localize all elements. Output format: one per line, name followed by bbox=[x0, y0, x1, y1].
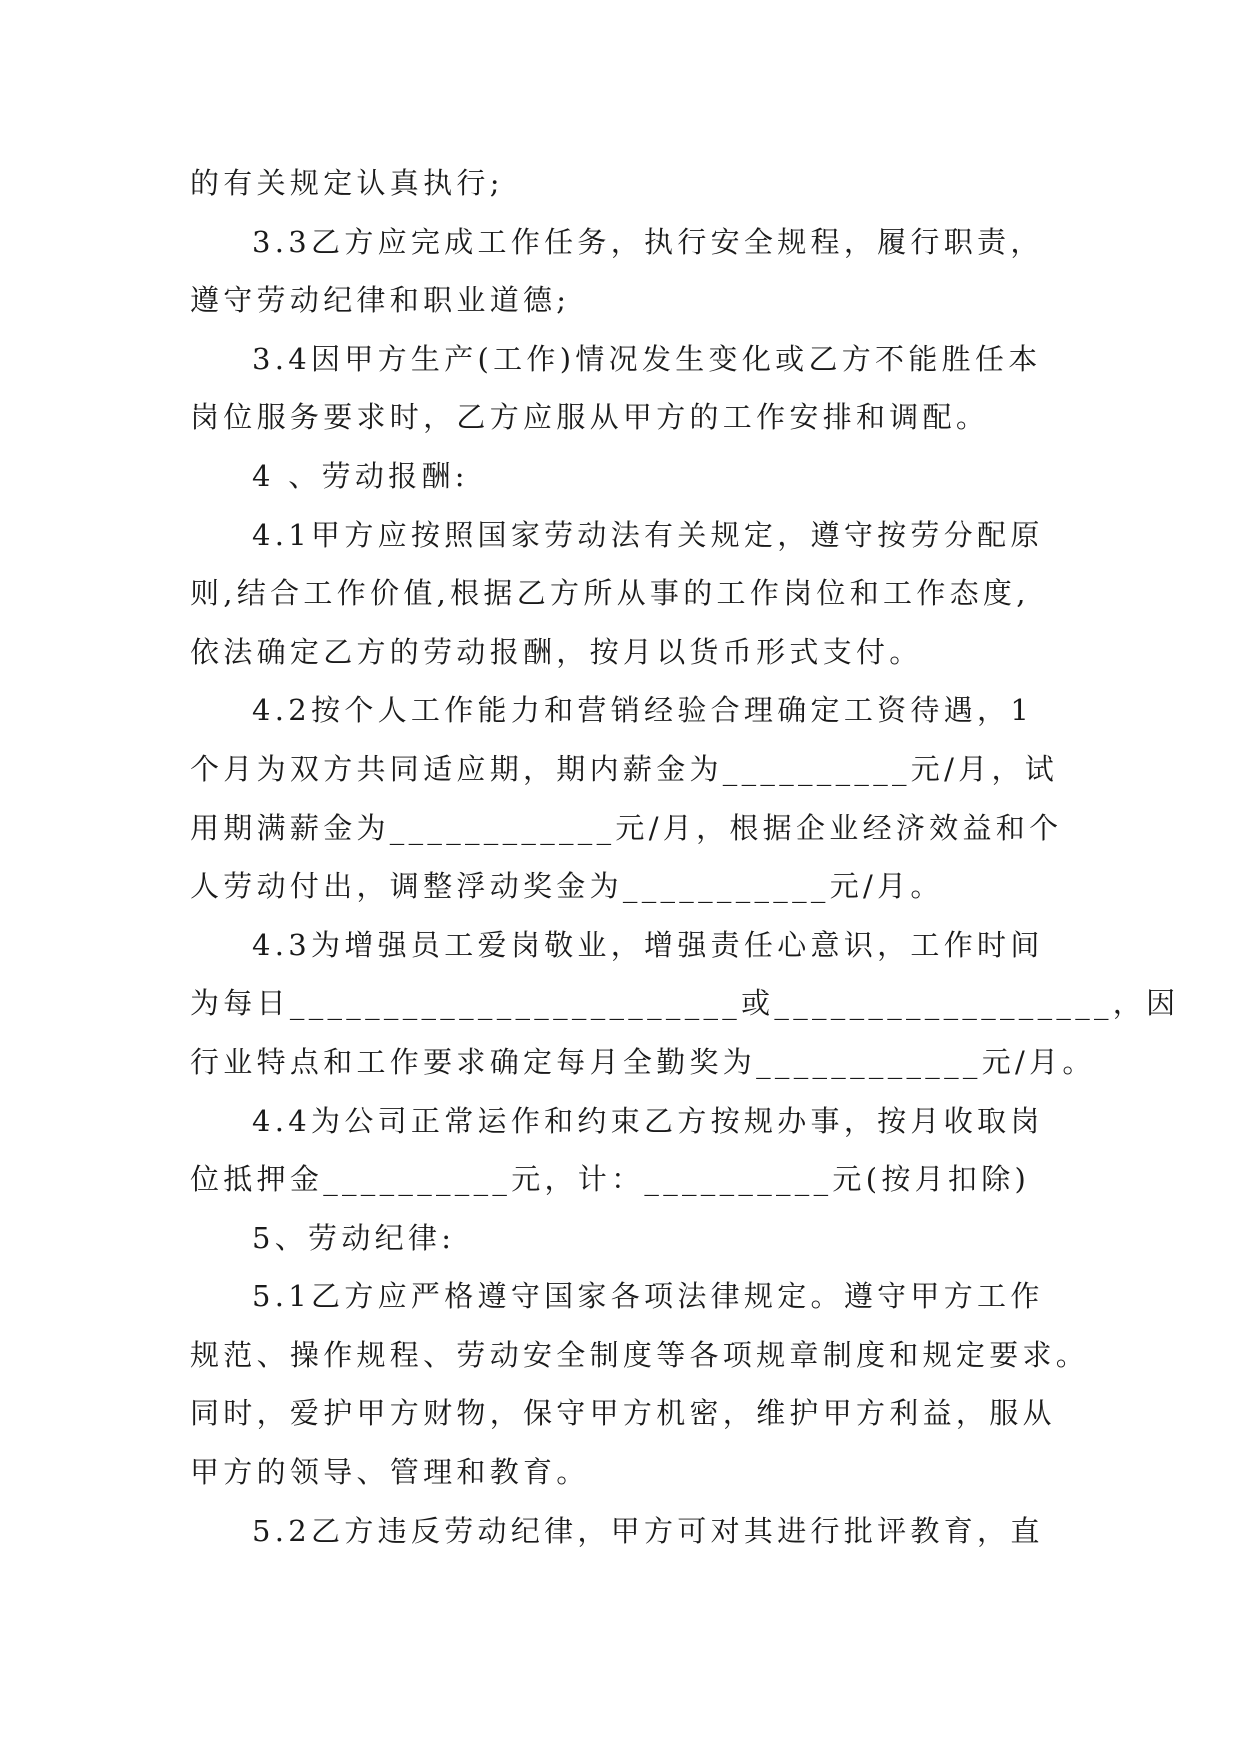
text-line: 4.4为公司正常运作和约束乙方按规办事，按月收取岗 bbox=[252, 1103, 1044, 1138]
text-line: 位抵押金__________元，计：__________元(按月扣除) bbox=[190, 1162, 1031, 1197]
contract-text bbox=[190, 154, 1180, 1560]
text-line: 规范、操作规程、劳动安全制度等各项规章制度和规定要求。 bbox=[190, 1337, 1090, 1372]
text-line: 个月为双方共同适应期，期内薪金为__________元/月，试 bbox=[190, 751, 1059, 786]
text-line: 4.3为增强员工爱岗敬业，增强责任心意识，工作时间 bbox=[252, 927, 1044, 962]
text-line: 岗位服务要求时，乙方应服从甲方的工作安排和调配。 bbox=[190, 400, 990, 435]
text-line: 3.3乙方应完成工作任务，执行安全规程，履行职责， bbox=[252, 224, 1044, 259]
text-line: 人劳动付出，调整浮动奖金为___________元/月。 bbox=[190, 869, 944, 904]
text-line: 5.1乙方应严格遵守国家各项法律规定。遵守甲方工作 bbox=[252, 1279, 1044, 1314]
text-line: 4.2按个人工作能力和营销经验合理确定工资待遇，1 bbox=[252, 693, 1034, 728]
text-line: 5.2乙方违反劳动纪律，甲方可对其进行批评教育，直 bbox=[252, 1513, 1044, 1548]
text-line: 5、劳动纪律: bbox=[252, 1220, 456, 1255]
text-line: 同时，爱护甲方财物，保守甲方机密，维护甲方利益，服从 bbox=[190, 1396, 1056, 1431]
text-line: 遵守劳动纪律和职业道德; bbox=[190, 283, 571, 318]
text-line: 为每日________________________或__________________，因 bbox=[190, 986, 1180, 1021]
text-line: 3.4因甲方生产(工作)情况发生变化或乙方不能胜任本 bbox=[252, 341, 1042, 376]
text-line: 4 、劳动报酬: bbox=[252, 458, 469, 493]
text-line: 4.1甲方应按照国家劳动法有关规定，遵守按劳分配原 bbox=[252, 517, 1044, 552]
text-line: 的有关规定认真执行; bbox=[190, 166, 504, 200]
text-line: 则,结合工作价值,根据乙方所从事的工作岗位和工作态度, bbox=[190, 576, 1030, 611]
text-line: 行业特点和工作要求确定每月全勤奖为____________元/月。 bbox=[190, 1044, 1096, 1079]
text-line: 用期满薪金为____________元/月，根据企业经济效益和个 bbox=[190, 810, 1063, 845]
text-line: 甲方的领导、管理和教育。 bbox=[190, 1455, 590, 1490]
text-line: 依法确定乙方的劳动报酬，按月以货币形式支付。 bbox=[190, 634, 923, 669]
